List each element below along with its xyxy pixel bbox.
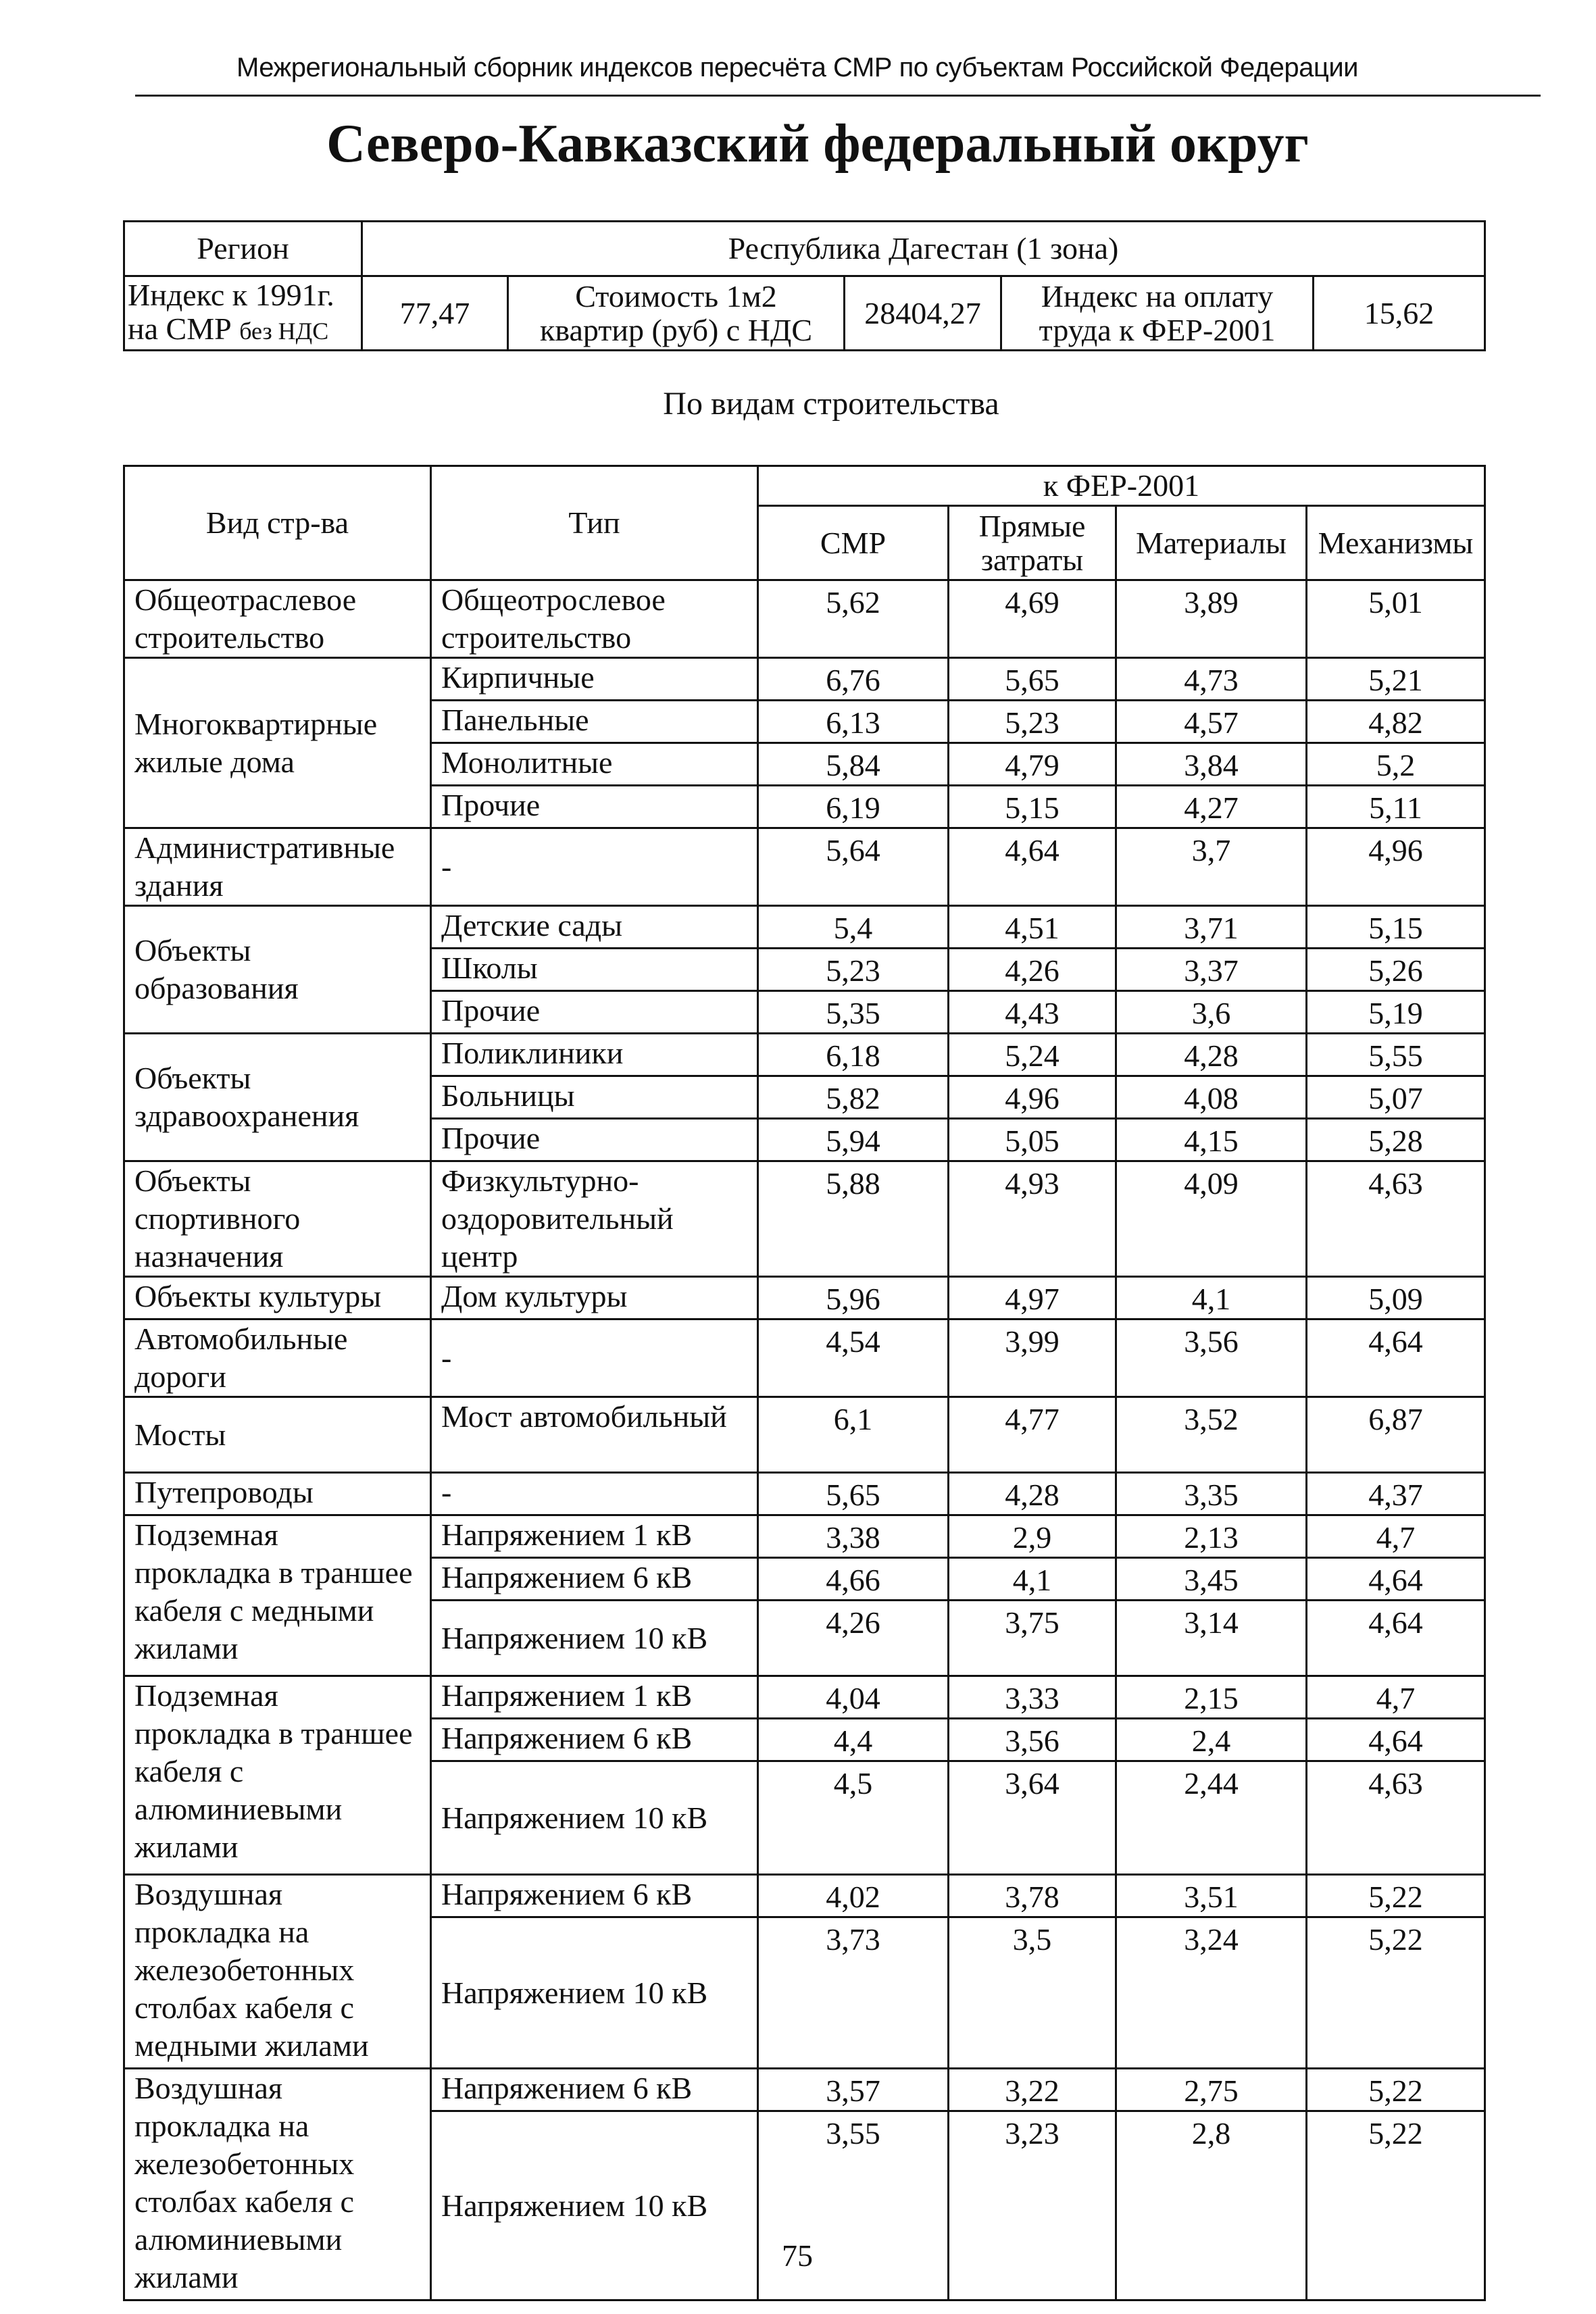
smr-cell: 4,66 xyxy=(758,1558,949,1601)
direct-cost-cell: 4,64 xyxy=(949,828,1116,906)
smr-cell: 4,26 xyxy=(758,1601,949,1676)
materials-cell: 3,89 xyxy=(1116,580,1307,658)
type-cell: Детские сады xyxy=(431,906,758,949)
machines-cell: 5,09 xyxy=(1307,1277,1485,1319)
col-group-header: к ФЕР-2001 xyxy=(758,466,1485,506)
direct-cost-cell: 3,99 xyxy=(949,1319,1116,1397)
materials-cell: 3,24 xyxy=(1116,1917,1307,2069)
materials-cell: 3,71 xyxy=(1116,906,1307,949)
materials-cell: 3,52 xyxy=(1116,1397,1307,1473)
machines-cell: 5,22 xyxy=(1307,2069,1485,2111)
machines-cell: 4,37 xyxy=(1307,1473,1485,1515)
kind-cell: Подземная прокладка в траншее кабеля с медными жилами xyxy=(124,1515,431,1676)
type-cell: Монолитные xyxy=(431,743,758,786)
header-row-1 xyxy=(124,466,1485,506)
direct-cost-cell: 5,24 xyxy=(949,1034,1116,1076)
materials-cell: 4,08 xyxy=(1116,1076,1307,1119)
labor-label-line1: Индекс на оплату xyxy=(1041,278,1274,313)
direct-cost-cell: 3,23 xyxy=(949,2111,1116,2300)
type-cell: Поликлиники xyxy=(431,1034,758,1076)
materials-cell: 3,51 xyxy=(1116,1875,1307,1917)
col-kind-header: Вид стр-ва xyxy=(124,466,431,580)
smr-cell: 5,84 xyxy=(758,743,949,786)
direct-cost-cell: 5,65 xyxy=(949,658,1116,701)
labor-index-label xyxy=(1001,276,1314,351)
table-row xyxy=(124,1875,1485,1917)
smr-cell: 5,64 xyxy=(758,828,949,906)
table-row xyxy=(124,1034,1485,1076)
smr-cell: 3,57 xyxy=(758,2069,949,2111)
type-cell: Кирпичные xyxy=(431,658,758,701)
type-cell: Напряжением 1 кВ xyxy=(431,1676,758,1719)
table-row xyxy=(124,1515,1485,1558)
direct-cost-cell: 3,33 xyxy=(949,1676,1116,1719)
smr-cell: 5,4 xyxy=(758,906,949,949)
machines-cell: 5,22 xyxy=(1307,1875,1485,1917)
labor-index-value: 15,62 xyxy=(1314,276,1485,351)
materials-cell: 2,4 xyxy=(1116,1719,1307,1761)
type-cell: Дом культуры xyxy=(431,1277,758,1319)
materials-cell: 4,1 xyxy=(1116,1277,1307,1319)
machines-cell: 5,11 xyxy=(1307,786,1485,828)
type-cell: Общеотрослевое строительство xyxy=(431,580,758,658)
smr-cell: 3,73 xyxy=(758,1917,949,2069)
smr-cell: 4,04 xyxy=(758,1676,949,1719)
kind-cell: Общеотраслевое строительство xyxy=(124,580,431,658)
index-label-line2 xyxy=(128,312,358,348)
type-cell: Напряжением 10 кВ xyxy=(431,1601,758,1676)
materials-cell: 3,7 xyxy=(1116,828,1307,906)
direct-cost-cell: 3,56 xyxy=(949,1719,1116,1761)
machines-cell: 4,64 xyxy=(1307,1319,1485,1397)
direct-cost-cell: 3,5 xyxy=(949,1917,1116,2069)
type-cell: Напряжением 1 кВ xyxy=(431,1515,758,1558)
kind-cell: Административные здания xyxy=(124,828,431,906)
type-cell: - xyxy=(431,828,758,906)
kind-cell: Объекты образования xyxy=(124,906,431,1034)
table-row xyxy=(124,828,1485,906)
direct-cost-cell: 4,1 xyxy=(949,1558,1116,1601)
smr-cell: 6,1 xyxy=(758,1397,949,1473)
materials-cell: 4,57 xyxy=(1116,701,1307,743)
kind-cell: Воздушная прокладка на железобетонных столбах кабеля с медными жилами xyxy=(124,1875,431,2069)
materials-cell: 3,45 xyxy=(1116,1558,1307,1601)
materials-cell: 3,56 xyxy=(1116,1319,1307,1397)
machines-cell: 4,82 xyxy=(1307,701,1485,743)
direct-cost-cell: 2,9 xyxy=(949,1515,1116,1558)
kind-cell: Объекты культуры xyxy=(124,1277,431,1319)
type-cell: Физкультурно-оздоровительный центр xyxy=(431,1161,758,1277)
machines-cell: 5,01 xyxy=(1307,580,1485,658)
smr-cell: 4,54 xyxy=(758,1319,949,1397)
direct-cost-cell: 4,26 xyxy=(949,949,1116,991)
machines-cell: 4,96 xyxy=(1307,828,1485,906)
smr-cell: 6,76 xyxy=(758,658,949,701)
materials-cell: 3,35 xyxy=(1116,1473,1307,1515)
machines-cell: 4,7 xyxy=(1307,1676,1485,1719)
machines-cell: 4,7 xyxy=(1307,1515,1485,1558)
machines-cell: 5,15 xyxy=(1307,906,1485,949)
smr-cell: 5,94 xyxy=(758,1119,949,1161)
region-summary-table xyxy=(123,220,1486,351)
index-label xyxy=(124,276,362,351)
direct-cost-cell: 5,05 xyxy=(949,1119,1116,1161)
smr-cell: 4,5 xyxy=(758,1761,949,1875)
index-label-smr: на СМР xyxy=(128,311,232,346)
type-cell: Панельные xyxy=(431,701,758,743)
col-direct-header: Прямые затраты xyxy=(949,506,1116,580)
direct-cost-cell: 3,64 xyxy=(949,1761,1116,1875)
type-cell: Школы xyxy=(431,949,758,991)
smr-cell: 5,82 xyxy=(758,1076,949,1119)
direct-cost-cell: 3,78 xyxy=(949,1875,1116,1917)
machines-cell: 5,55 xyxy=(1307,1034,1485,1076)
smr-cell: 3,38 xyxy=(758,1515,949,1558)
machines-cell: 5,22 xyxy=(1307,1917,1485,2069)
col-machines-header: Механизмы xyxy=(1307,506,1485,580)
direct-cost-cell: 4,77 xyxy=(949,1397,1116,1473)
direct-cost-cell: 4,79 xyxy=(949,743,1116,786)
index-value: 77,47 xyxy=(362,276,508,351)
kind-cell: Объекты здравоохранения xyxy=(124,1034,431,1161)
region-row xyxy=(124,222,1485,276)
index-label-line1: Индекс к 1991г. xyxy=(128,278,334,312)
machines-cell: 5,2 xyxy=(1307,743,1485,786)
type-cell: Напряжением 10 кВ xyxy=(431,2111,758,2300)
materials-cell: 3,6 xyxy=(1116,991,1307,1034)
materials-cell: 2,15 xyxy=(1116,1676,1307,1719)
cost-label-line1: Стоимость 1м2 xyxy=(575,278,777,313)
cost-label xyxy=(508,276,845,351)
smr-cell: 5,23 xyxy=(758,949,949,991)
type-cell: - xyxy=(431,1319,758,1397)
table-row xyxy=(124,1161,1485,1277)
direct-cost-cell: 3,75 xyxy=(949,1601,1116,1676)
machines-cell: 4,64 xyxy=(1307,1719,1485,1761)
materials-cell: 4,09 xyxy=(1116,1161,1307,1277)
direct-cost-cell: 4,28 xyxy=(949,1473,1116,1515)
materials-cell: 4,15 xyxy=(1116,1119,1307,1161)
machines-cell: 4,63 xyxy=(1307,1761,1485,1875)
table-row xyxy=(124,2069,1485,2111)
direct-cost-cell: 3,22 xyxy=(949,2069,1116,2111)
labor-label-line2: труда к ФЕР-2001 xyxy=(1039,312,1276,347)
cost-value: 28404,27 xyxy=(845,276,1001,351)
kind-cell: Путепроводы xyxy=(124,1473,431,1515)
machines-cell: 5,22 xyxy=(1307,2111,1485,2300)
materials-cell: 2,8 xyxy=(1116,2111,1307,2300)
type-cell: - xyxy=(431,1473,758,1515)
smr-cell: 5,35 xyxy=(758,991,949,1034)
materials-cell: 3,37 xyxy=(1116,949,1307,991)
machines-cell: 5,19 xyxy=(1307,991,1485,1034)
type-cell: Прочие xyxy=(431,1119,758,1161)
table-row xyxy=(124,1676,1485,1719)
table-row xyxy=(124,1397,1485,1473)
materials-cell: 3,84 xyxy=(1116,743,1307,786)
col-smr-header: СМР xyxy=(758,506,949,580)
type-cell: Прочие xyxy=(431,786,758,828)
materials-cell: 2,75 xyxy=(1116,2069,1307,2111)
page-title: Северо-Кавказский федеральный округ xyxy=(326,114,1309,174)
machines-cell: 5,21 xyxy=(1307,658,1485,701)
table-row xyxy=(124,658,1485,701)
direct-cost-cell: 4,93 xyxy=(949,1161,1116,1277)
region-value: Республика Дагестан (1 зона) xyxy=(362,222,1485,276)
materials-cell: 4,28 xyxy=(1116,1034,1307,1076)
table-row xyxy=(124,1473,1485,1515)
direct-cost-cell: 5,15 xyxy=(949,786,1116,828)
materials-cell: 4,73 xyxy=(1116,658,1307,701)
cost-label-line2: квартир (руб) с НДС xyxy=(539,312,813,347)
table-row xyxy=(124,580,1485,658)
direct-cost-cell: 4,69 xyxy=(949,580,1116,658)
type-cell: Напряжением 6 кВ xyxy=(431,2069,758,2111)
section-subtitle: По видам строительства xyxy=(663,386,999,422)
materials-cell: 2,13 xyxy=(1116,1515,1307,1558)
smr-cell: 5,96 xyxy=(758,1277,949,1319)
materials-cell: 3,14 xyxy=(1116,1601,1307,1676)
running-head: Межрегиональный сборник индексов пересчёта СМР по субъектам Российской Федерации xyxy=(236,53,1359,82)
direct-cost-cell: 5,23 xyxy=(949,701,1116,743)
direct-cost-cell: 4,51 xyxy=(949,906,1116,949)
smr-cell: 5,88 xyxy=(758,1161,949,1277)
machines-cell: 4,63 xyxy=(1307,1161,1485,1277)
machines-cell: 5,07 xyxy=(1307,1076,1485,1119)
kind-cell: Объекты спортивного назначения xyxy=(124,1161,431,1277)
type-cell: Напряжением 6 кВ xyxy=(431,1558,758,1601)
machines-cell: 6,87 xyxy=(1307,1397,1485,1473)
type-cell: Напряжением 6 кВ xyxy=(431,1719,758,1761)
table-body xyxy=(124,580,1485,2300)
type-cell: Напряжением 10 кВ xyxy=(431,1917,758,2069)
type-cell: Напряжением 10 кВ xyxy=(431,1761,758,1875)
type-cell: Мост автомобильный xyxy=(431,1397,758,1473)
table-row xyxy=(124,1319,1485,1397)
kind-cell: Подземная прокладка в траншее кабеля с алюминиевыми жилами xyxy=(124,1676,431,1875)
smr-cell: 3,55 xyxy=(758,2111,949,2300)
smr-cell: 6,19 xyxy=(758,786,949,828)
machines-cell: 4,64 xyxy=(1307,1601,1485,1676)
header-rule xyxy=(135,95,1541,97)
machines-cell: 5,26 xyxy=(1307,949,1485,991)
table-row xyxy=(124,1277,1485,1319)
col-type-header: Тип xyxy=(431,466,758,580)
kind-cell: Мосты xyxy=(124,1397,431,1473)
index-row xyxy=(124,276,1485,351)
type-cell: Напряжением 6 кВ xyxy=(431,1875,758,1917)
smr-cell: 4,4 xyxy=(758,1719,949,1761)
region-label: Регион xyxy=(124,222,362,276)
direct-cost-cell: 4,96 xyxy=(949,1076,1116,1119)
kind-cell: Воздушная прокладка на железобетонных столбах кабеля с алюминиевыми жилами xyxy=(124,2069,431,2300)
col-materials-header: Материалы xyxy=(1116,506,1307,580)
kind-cell: Автомобильные дороги xyxy=(124,1319,431,1397)
smr-cell: 5,62 xyxy=(758,580,949,658)
construction-index-table xyxy=(123,465,1486,2301)
type-cell: Прочие xyxy=(431,991,758,1034)
machines-cell: 4,64 xyxy=(1307,1558,1485,1601)
materials-cell: 4,27 xyxy=(1116,786,1307,828)
page-number: 75 xyxy=(782,2238,813,2273)
type-cell: Больницы xyxy=(431,1076,758,1119)
smr-cell: 6,18 xyxy=(758,1034,949,1076)
index-label-vat: без НДС xyxy=(239,318,329,345)
smr-cell: 5,65 xyxy=(758,1473,949,1515)
kind-cell: Многоквартирные жилые дома xyxy=(124,658,431,828)
smr-cell: 6,13 xyxy=(758,701,949,743)
table-row xyxy=(124,906,1485,949)
materials-cell: 2,44 xyxy=(1116,1761,1307,1875)
smr-cell: 4,02 xyxy=(758,1875,949,1917)
direct-cost-cell: 4,43 xyxy=(949,991,1116,1034)
machines-cell: 5,28 xyxy=(1307,1119,1485,1161)
direct-cost-cell: 4,97 xyxy=(949,1277,1116,1319)
